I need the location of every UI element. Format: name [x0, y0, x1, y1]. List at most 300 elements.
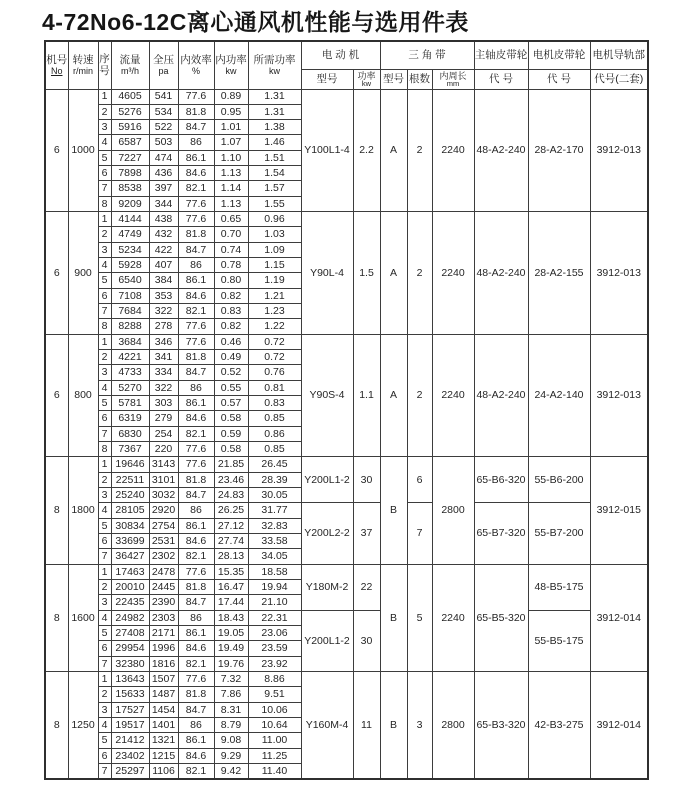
motor-power-cell: 30 — [353, 457, 380, 503]
flow-cell: 25240 — [111, 488, 149, 503]
belt-count-cell: 5 — [407, 564, 432, 671]
efficiency-cell: 77.6 — [178, 671, 214, 686]
header-motor-pulley-group: 电机皮带轮 — [528, 41, 590, 69]
header-efficiency: 内效率 % — [178, 41, 214, 89]
header-main-pulley-code: 代 号 — [474, 69, 528, 89]
power-cell: 21.85 — [214, 457, 248, 472]
efficiency-cell: 84.7 — [178, 702, 214, 717]
flow-cell: 22435 — [111, 595, 149, 610]
required-power-cell: 0.83 — [248, 396, 301, 411]
flow-cell: 21412 — [111, 733, 149, 748]
fan-no-cell: 8 — [45, 564, 68, 671]
power-cell: 16.47 — [214, 580, 248, 595]
flow-cell: 20010 — [111, 580, 149, 595]
efficiency-cell: 84.7 — [178, 242, 214, 257]
efficiency-cell: 82.1 — [178, 549, 214, 564]
required-power-cell: 0.72 — [248, 350, 301, 365]
table-row — [45, 503, 648, 518]
power-cell: 1.01 — [214, 120, 248, 135]
required-power-cell: 34.05 — [248, 549, 301, 564]
pressure-cell: 2171 — [149, 625, 178, 640]
required-power-cell: 30.05 — [248, 488, 301, 503]
motor-model-cell: Y200L2-2 — [301, 503, 353, 564]
power-cell: 27.12 — [214, 518, 248, 533]
fan-no-cell: 8 — [45, 457, 68, 564]
header-pressure: 全压 pa — [149, 41, 178, 89]
required-power-cell: 32.83 — [248, 518, 301, 533]
belt-model-cell: B — [380, 564, 407, 671]
required-power-cell: 1.15 — [248, 258, 301, 273]
required-power-cell: 1.23 — [248, 304, 301, 319]
required-power-cell: 1.03 — [248, 227, 301, 242]
header-motor-model: 型号 — [301, 69, 353, 89]
motor-power-cell: 37 — [353, 503, 380, 564]
fan-spec-table — [44, 40, 649, 780]
motor-power-cell: 30 — [353, 610, 380, 671]
power-cell: 7.86 — [214, 687, 248, 702]
power-cell: 0.70 — [214, 227, 248, 242]
flow-cell: 17527 — [111, 702, 149, 717]
required-power-cell: 1.55 — [248, 196, 301, 211]
table-row — [45, 671, 648, 686]
flow-cell: 19646 — [111, 457, 149, 472]
seq-cell: 6 — [98, 534, 111, 549]
efficiency-cell: 84.6 — [178, 748, 214, 763]
power-cell: 1.07 — [214, 135, 248, 150]
motor-model-cell: Y200L1-2 — [301, 457, 353, 503]
efficiency-cell: 81.8 — [178, 687, 214, 702]
belt-count-cell: 3 — [407, 671, 432, 778]
efficiency-cell: 81.8 — [178, 227, 214, 242]
seq-cell: 5 — [98, 150, 111, 165]
motor-model-cell: Y200L1-2 — [301, 610, 353, 671]
efficiency-cell: 77.6 — [178, 457, 214, 472]
flow-cell: 22511 — [111, 472, 149, 487]
power-cell: 1.14 — [214, 181, 248, 196]
required-power-cell: 21.10 — [248, 595, 301, 610]
pressure-cell: 2478 — [149, 564, 178, 579]
efficiency-cell: 86 — [178, 610, 214, 625]
fan-no-cell: 6 — [45, 212, 68, 335]
motor-model-cell: Y160M-4 — [301, 671, 353, 778]
required-power-cell: 8.86 — [248, 671, 301, 686]
required-power-cell: 1.46 — [248, 135, 301, 150]
efficiency-cell: 84.6 — [178, 534, 214, 549]
seq-cell: 7 — [98, 426, 111, 441]
pressure-cell: 2302 — [149, 549, 178, 564]
pressure-cell: 353 — [149, 288, 178, 303]
pressure-cell: 1487 — [149, 687, 178, 702]
seq-cell: 5 — [98, 518, 111, 533]
flow-cell: 23402 — [111, 748, 149, 763]
pressure-cell: 220 — [149, 442, 178, 457]
flow-cell: 29954 — [111, 641, 149, 656]
seq-cell: 5 — [98, 625, 111, 640]
pressure-cell: 322 — [149, 304, 178, 319]
seq-cell: 2 — [98, 687, 111, 702]
flow-cell: 4605 — [111, 89, 149, 104]
pressure-cell: 503 — [149, 135, 178, 150]
power-cell: 28.13 — [214, 549, 248, 564]
flow-cell: 7898 — [111, 166, 149, 181]
header-belt-count: 根数 — [407, 69, 432, 89]
efficiency-cell: 86.1 — [178, 625, 214, 640]
motor-pulley-cell: 28-A2-155 — [528, 212, 590, 335]
flow-cell: 8538 — [111, 181, 149, 196]
efficiency-cell: 84.7 — [178, 120, 214, 135]
required-power-cell: 0.81 — [248, 380, 301, 395]
efficiency-cell: 84.7 — [178, 365, 214, 380]
motor-model-cell: Y90L-4 — [301, 212, 353, 335]
flow-cell: 19517 — [111, 717, 149, 732]
power-cell: 0.89 — [214, 89, 248, 104]
flow-cell: 27408 — [111, 625, 149, 640]
seq-cell: 6 — [98, 641, 111, 656]
required-power-cell: 22.31 — [248, 610, 301, 625]
header-belt-group: 三 角 带 — [380, 41, 474, 69]
power-cell: 1.13 — [214, 166, 248, 181]
efficiency-cell: 81.8 — [178, 580, 214, 595]
efficiency-cell: 86.1 — [178, 733, 214, 748]
flow-cell: 4733 — [111, 365, 149, 380]
speed-cell: 1000 — [68, 89, 98, 212]
pressure-cell: 534 — [149, 104, 178, 119]
required-power-cell: 0.85 — [248, 442, 301, 457]
seq-cell: 7 — [98, 304, 111, 319]
seq-cell: 2 — [98, 350, 111, 365]
efficiency-cell: 84.6 — [178, 411, 214, 426]
pressure-cell: 2303 — [149, 610, 178, 625]
seq-cell: 1 — [98, 212, 111, 227]
table-row — [45, 334, 648, 349]
power-cell: 0.95 — [214, 104, 248, 119]
seq-cell: 7 — [98, 181, 111, 196]
flow-cell: 5781 — [111, 396, 149, 411]
pressure-cell: 2531 — [149, 534, 178, 549]
flow-cell: 5928 — [111, 258, 149, 273]
pressure-cell: 1816 — [149, 656, 178, 671]
required-power-cell: 11.00 — [248, 733, 301, 748]
required-power-cell: 1.57 — [248, 181, 301, 196]
power-cell: 18.43 — [214, 610, 248, 625]
power-cell: 1.13 — [214, 196, 248, 211]
efficiency-cell: 84.7 — [178, 488, 214, 503]
fan-no-cell: 8 — [45, 671, 68, 778]
seq-cell: 7 — [98, 763, 111, 778]
efficiency-cell: 86 — [178, 258, 214, 273]
power-cell: 9.08 — [214, 733, 248, 748]
required-power-cell: 26.45 — [248, 457, 301, 472]
power-cell: 0.65 — [214, 212, 248, 227]
efficiency-cell: 86 — [178, 503, 214, 518]
seq-cell: 3 — [98, 702, 111, 717]
pressure-cell: 1507 — [149, 671, 178, 686]
flow-cell: 6830 — [111, 426, 149, 441]
seq-cell: 8 — [98, 442, 111, 457]
required-power-cell: 28.39 — [248, 472, 301, 487]
fan-no-cell: 6 — [45, 89, 68, 212]
pressure-cell: 397 — [149, 181, 178, 196]
efficiency-cell: 82.1 — [178, 763, 214, 778]
flow-cell: 24982 — [111, 610, 149, 625]
motor-power-cell: 1.1 — [353, 334, 380, 457]
required-power-cell: 31.77 — [248, 503, 301, 518]
required-power-cell: 10.06 — [248, 702, 301, 717]
efficiency-cell: 84.6 — [178, 641, 214, 656]
required-power-cell: 1.21 — [248, 288, 301, 303]
main-pulley-cell: 65-B7-320 — [474, 503, 528, 564]
seq-cell: 6 — [98, 166, 111, 181]
efficiency-cell: 77.6 — [178, 89, 214, 104]
pressure-cell: 303 — [149, 396, 178, 411]
header-seq: 序 号 — [98, 41, 111, 89]
rail-cell: 3912-013 — [590, 89, 648, 212]
speed-cell: 1250 — [68, 671, 98, 778]
required-power-cell: 23.59 — [248, 641, 301, 656]
belt-length-cell: 2240 — [432, 89, 474, 212]
seq-cell: 8 — [98, 196, 111, 211]
power-cell: 24.83 — [214, 488, 248, 503]
power-cell: 27.74 — [214, 534, 248, 549]
seq-cell: 1 — [98, 89, 111, 104]
flow-cell: 36427 — [111, 549, 149, 564]
seq-cell: 3 — [98, 120, 111, 135]
power-cell: 23.46 — [214, 472, 248, 487]
efficiency-cell: 86.1 — [178, 396, 214, 411]
power-cell: 0.58 — [214, 411, 248, 426]
seq-cell: 4 — [98, 135, 111, 150]
belt-model-cell: A — [380, 212, 407, 335]
required-power-cell: 0.76 — [248, 365, 301, 380]
required-power-cell: 33.58 — [248, 534, 301, 549]
seq-cell: 4 — [98, 610, 111, 625]
efficiency-cell: 86.1 — [178, 150, 214, 165]
belt-length-cell: 2800 — [432, 671, 474, 778]
motor-power-cell: 11 — [353, 671, 380, 778]
belt-length-cell: 2240 — [432, 564, 474, 671]
efficiency-cell: 77.6 — [178, 319, 214, 334]
power-cell: 0.55 — [214, 380, 248, 395]
belt-model-cell: A — [380, 89, 407, 212]
table-header — [45, 41, 648, 89]
pressure-cell: 436 — [149, 166, 178, 181]
power-cell: 0.46 — [214, 334, 248, 349]
pressure-cell: 279 — [149, 411, 178, 426]
pressure-cell: 3101 — [149, 472, 178, 487]
table-row — [45, 610, 648, 625]
pressure-cell: 2390 — [149, 595, 178, 610]
efficiency-cell: 86 — [178, 380, 214, 395]
seq-cell: 1 — [98, 671, 111, 686]
efficiency-cell: 82.1 — [178, 656, 214, 671]
header-motor-group: 电 动 机 — [301, 41, 380, 69]
flow-cell: 7684 — [111, 304, 149, 319]
table-body — [45, 89, 648, 779]
motor-power-cell: 1.5 — [353, 212, 380, 335]
main-pulley-cell: 65-B3-320 — [474, 671, 528, 778]
main-pulley-cell: 48-A2-240 — [474, 89, 528, 212]
header-motor-power: 功率 kw — [353, 69, 380, 89]
page-title: 4-72No6-12C离心通风机性能与选用件表 — [42, 9, 469, 35]
belt-count-cell: 6 — [407, 457, 432, 503]
required-power-cell: 11.25 — [248, 748, 301, 763]
motor-pulley-cell: 48-B5-175 — [528, 564, 590, 610]
table-row — [45, 457, 648, 472]
required-power-cell: 18.58 — [248, 564, 301, 579]
seq-cell: 1 — [98, 457, 111, 472]
pressure-cell: 438 — [149, 212, 178, 227]
required-power-cell: 23.06 — [248, 625, 301, 640]
main-pulley-cell: 65-B6-320 — [474, 457, 528, 503]
motor-model-cell: Y100L1-4 — [301, 89, 353, 212]
power-cell: 0.82 — [214, 319, 248, 334]
efficiency-cell: 77.6 — [178, 442, 214, 457]
pressure-cell: 541 — [149, 89, 178, 104]
required-power-cell: 0.86 — [248, 426, 301, 441]
power-cell: 0.52 — [214, 365, 248, 380]
flow-cell: 7227 — [111, 150, 149, 165]
flow-cell: 6540 — [111, 273, 149, 288]
flow-cell: 5270 — [111, 380, 149, 395]
seq-cell: 7 — [98, 656, 111, 671]
pressure-cell: 278 — [149, 319, 178, 334]
required-power-cell: 0.72 — [248, 334, 301, 349]
belt-count-cell: 2 — [407, 334, 432, 457]
pressure-cell: 3032 — [149, 488, 178, 503]
seq-cell: 3 — [98, 488, 111, 503]
flow-cell: 4749 — [111, 227, 149, 242]
efficiency-cell: 82.1 — [178, 181, 214, 196]
efficiency-cell: 86.1 — [178, 518, 214, 533]
rail-cell: 3912-014 — [590, 671, 648, 778]
efficiency-cell: 84.6 — [178, 288, 214, 303]
rail-cell: 3912-013 — [590, 334, 648, 457]
seq-cell: 4 — [98, 717, 111, 732]
header-motor-pulley-code: 代 号 — [528, 69, 590, 89]
flow-cell: 4221 — [111, 350, 149, 365]
power-cell: 0.59 — [214, 426, 248, 441]
efficiency-cell: 81.8 — [178, 104, 214, 119]
efficiency-cell: 86.1 — [178, 273, 214, 288]
seq-cell: 7 — [98, 549, 111, 564]
pressure-cell: 1106 — [149, 763, 178, 778]
flow-cell: 7108 — [111, 288, 149, 303]
pressure-cell: 341 — [149, 350, 178, 365]
motor-model-cell: Y180M-2 — [301, 564, 353, 610]
seq-cell: 3 — [98, 595, 111, 610]
belt-length-cell: 2800 — [432, 457, 474, 564]
required-power-cell: 10.64 — [248, 717, 301, 732]
motor-power-cell: 22 — [353, 564, 380, 610]
main-pulley-cell: 48-A2-240 — [474, 212, 528, 335]
motor-pulley-cell: 42-B3-275 — [528, 671, 590, 778]
efficiency-cell: 77.6 — [178, 564, 214, 579]
seq-cell: 4 — [98, 503, 111, 518]
seq-cell: 1 — [98, 564, 111, 579]
flow-cell: 13643 — [111, 671, 149, 686]
required-power-cell: 0.96 — [248, 212, 301, 227]
seq-cell: 5 — [98, 733, 111, 748]
belt-count-cell: 7 — [407, 503, 432, 564]
power-cell: 0.58 — [214, 442, 248, 457]
flow-cell: 32380 — [111, 656, 149, 671]
header-flow: 流量 m³/h — [111, 41, 149, 89]
pressure-cell: 1401 — [149, 717, 178, 732]
pressure-cell: 432 — [149, 227, 178, 242]
header-rail-group: 电机导轨部 — [590, 41, 648, 69]
flow-cell: 4144 — [111, 212, 149, 227]
power-cell: 15.35 — [214, 564, 248, 579]
power-cell: 0.74 — [214, 242, 248, 257]
power-cell: 0.83 — [214, 304, 248, 319]
pressure-cell: 407 — [149, 258, 178, 273]
flow-cell: 25297 — [111, 763, 149, 778]
efficiency-cell: 81.8 — [178, 350, 214, 365]
required-power-cell: 23.92 — [248, 656, 301, 671]
motor-pulley-cell: 55-B5-175 — [528, 610, 590, 671]
required-power-cell: 9.51 — [248, 687, 301, 702]
efficiency-cell: 86 — [178, 135, 214, 150]
table-row — [45, 212, 648, 227]
flow-cell: 7367 — [111, 442, 149, 457]
flow-cell: 3684 — [111, 334, 149, 349]
power-cell: 17.44 — [214, 595, 248, 610]
seq-cell: 4 — [98, 258, 111, 273]
seq-cell: 5 — [98, 396, 111, 411]
seq-cell: 1 — [98, 334, 111, 349]
power-cell: 0.80 — [214, 273, 248, 288]
motor-model-cell: Y90S-4 — [301, 334, 353, 457]
required-power-cell: 0.85 — [248, 411, 301, 426]
flow-cell: 5916 — [111, 120, 149, 135]
header-rail-code: 代号(二套) — [590, 69, 648, 89]
seq-cell: 3 — [98, 242, 111, 257]
required-power-cell: 1.54 — [248, 166, 301, 181]
pressure-cell: 334 — [149, 365, 178, 380]
power-cell: 0.78 — [214, 258, 248, 273]
required-power-cell: 1.38 — [248, 120, 301, 135]
speed-cell: 800 — [68, 334, 98, 457]
efficiency-cell: 77.6 — [178, 334, 214, 349]
pressure-cell: 1215 — [149, 748, 178, 763]
fan-no-cell: 6 — [45, 334, 68, 457]
pressure-cell: 522 — [149, 120, 178, 135]
required-power-cell: 11.40 — [248, 763, 301, 778]
seq-cell: 2 — [98, 580, 111, 595]
required-power-cell: 1.51 — [248, 150, 301, 165]
power-cell: 1.10 — [214, 150, 248, 165]
flow-cell: 30834 — [111, 518, 149, 533]
power-cell: 19.05 — [214, 625, 248, 640]
required-power-cell: 19.94 — [248, 580, 301, 595]
pressure-cell: 474 — [149, 150, 178, 165]
pressure-cell: 384 — [149, 273, 178, 288]
seq-cell: 3 — [98, 365, 111, 380]
speed-cell: 1600 — [68, 564, 98, 671]
seq-cell: 6 — [98, 411, 111, 426]
header-row-1 — [45, 41, 648, 69]
header-belt-model: 型号 — [380, 69, 407, 89]
efficiency-cell: 84.7 — [178, 595, 214, 610]
pressure-cell: 1996 — [149, 641, 178, 656]
power-cell: 8.79 — [214, 717, 248, 732]
flow-cell: 6587 — [111, 135, 149, 150]
seq-cell: 5 — [98, 273, 111, 288]
speed-cell: 900 — [68, 212, 98, 335]
flow-cell: 28105 — [111, 503, 149, 518]
pressure-cell: 254 — [149, 426, 178, 441]
seq-cell: 8 — [98, 319, 111, 334]
